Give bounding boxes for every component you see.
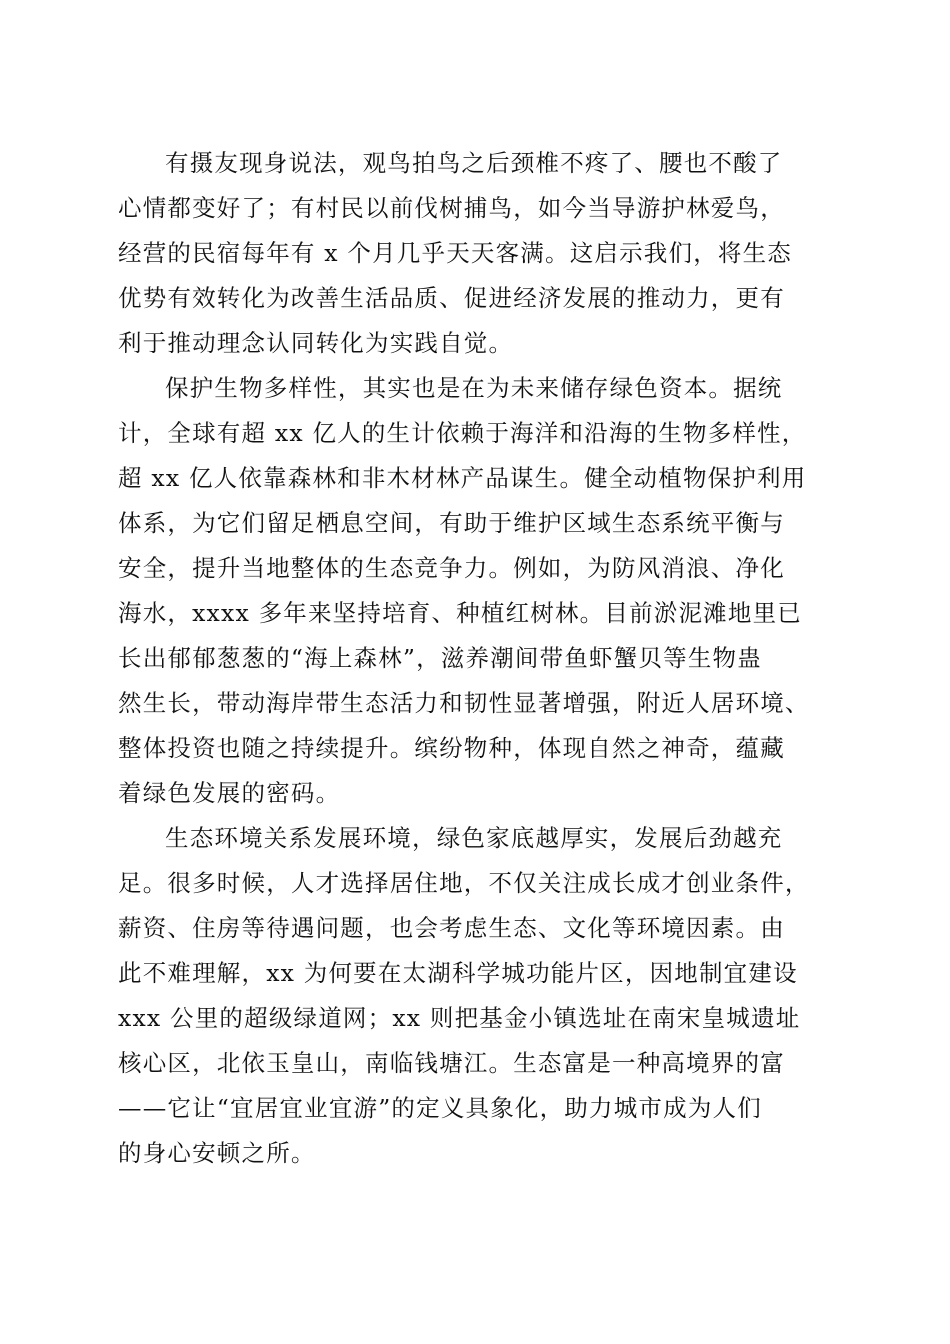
paragraph-3-line-6: 核心区，北依玉皇山，南临钱塘江。生态富是一种高境界的富 [118, 1049, 785, 1077]
paragraph-3-line-3: 薪资、住房等待遇问题，也会考虑生态、文化等环境因素。由 [118, 914, 785, 942]
paragraph-1-line-1: 有摄友现身说法，观鸟拍鸟之后颈椎不疼了、腰也不酸了 [165, 149, 783, 177]
paragraph-3-line-5: xxx 公里的超级绿道网；xx 则把基金小镇选址在南宋皇城遗址 [118, 1004, 801, 1032]
paragraph-1-line-5: 利于推动理念认同转化为实践自觉。 [118, 329, 514, 357]
paragraph-3-line-1: 生态环境关系发展环境，绿色家底越厚实，发展后劲越充 [165, 824, 783, 852]
paragraph-3-line-4: 此不难理解，xx 为何要在太湖科学城功能片区，因地制宜建设 [118, 959, 798, 987]
paragraph-2-line-2: 计，全球有超 xx 亿人的生计依赖于海洋和沿海的生物多样性， [118, 419, 807, 447]
paragraph-3-line-7: ——它让“宜居宜业宜游”的定义具象化，助力城市成为人们 [118, 1094, 762, 1122]
paragraph-2-line-1: 保护生物多样性，其实也是在为未来储存绿色资本。据统 [165, 374, 783, 402]
paragraph-2-line-5: 安全，提升当地整体的生态竞争力。例如，为防风消浪、净化 [118, 554, 785, 582]
paragraph-2-line-4: 体系，为它们留足栖息空间，有助于维护区域生态系统平衡与 [118, 509, 785, 537]
paragraph-2-line-6: 海水，xxxx 多年来坚持培育、种植红树林。目前淤泥滩地里已 [118, 599, 802, 627]
paragraph-2-line-7: 长出郁郁葱葱的“海上森林”，滋养潮间带鱼虾蟹贝等生物蛊 [118, 644, 762, 672]
paragraph-2-line-9: 整体投资也随之持续提升。缤纷物种，体现自然之神奇，蕴藏 [118, 734, 785, 762]
paragraph-3-line-8: 的身心安顿之所。 [118, 1139, 316, 1167]
paragraph-2-line-3: 超 xx 亿人依靠森林和非木材林产品谋生。健全动植物保护利用 [118, 464, 807, 492]
paragraph-1-line-4: 优势有效转化为改善生活品质、促进经济发展的推动力，更有 [118, 284, 785, 312]
paragraph-2-line-10: 着绿色发展的密码。 [118, 779, 341, 807]
paragraph-3-line-2: 足。很多时候，人才选择居住地，不仅关注成长成才创业条件， [118, 869, 810, 897]
paragraph-1-line-3: 经营的民宿每年有 x 个月几乎天天客满。这启示我们，将生态 [118, 239, 792, 267]
paragraph-1-line-2: 心情都变好了；有村民以前伐树捕鸟，如今当导游护林爱鸟， [118, 194, 785, 222]
paragraph-2-line-8: 然生长，带动海岸带生态活力和韧性显著增强，附近人居环境、 [118, 689, 810, 717]
